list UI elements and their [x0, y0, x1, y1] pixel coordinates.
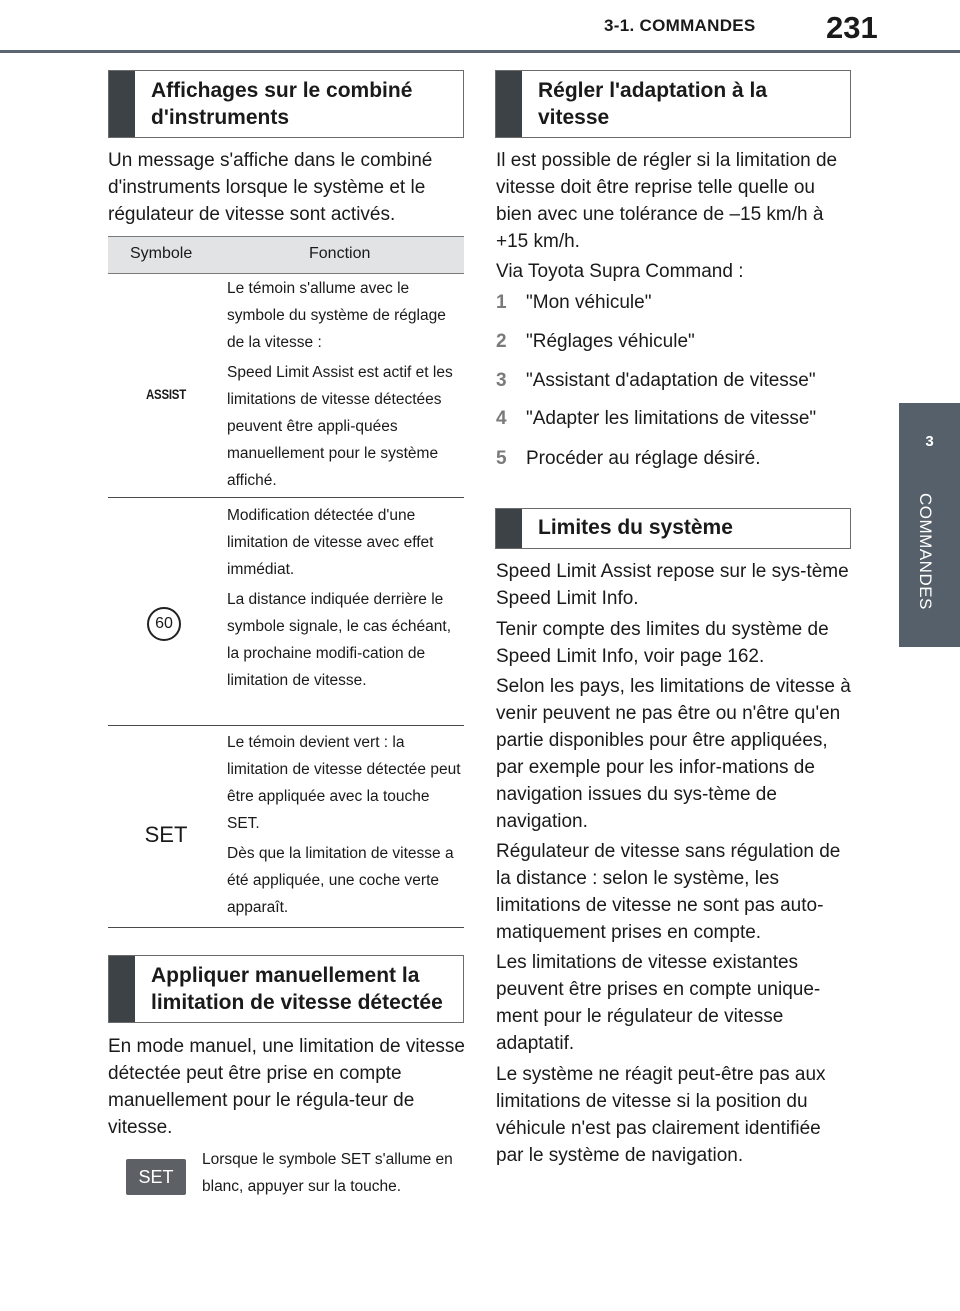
set-key-icon: SET — [126, 1159, 186, 1195]
section-heading-bar — [496, 71, 522, 137]
step-text: "Mon véhicule" — [526, 292, 652, 313]
step-text: "Assistant d'adaptation de vitesse" — [526, 370, 816, 391]
limits-paragraph: Les limitations de vitesse existantes peuvent être prises en compte unique-ment pour le régulateur de vitesse adaptatif. — [496, 952, 821, 1054]
side-tab-label: COMMANDES — [916, 493, 935, 610]
table-row-divider — [108, 497, 464, 498]
section-heading-affichages — [108, 70, 464, 138]
section-heading-bar — [109, 71, 135, 137]
limits-paragraph: Régulateur de vitesse sans régulation de la distance : selon le système, les limitations de vitesse ne sont pas auto-matiquement prises en compte. — [496, 841, 841, 943]
side-tab-number: 3 — [925, 433, 934, 450]
step-item — [496, 328, 695, 355]
section-heading-bar — [496, 509, 522, 548]
section-heading-text: Limites du système — [538, 516, 733, 539]
table-cell-text: Le témoin devient vert : la limitation de vitesse détectée peut être appliquée avec la touche SET. — [227, 734, 461, 832]
adaptation-paragraph: Il est possible de régler si la limitation de vitesse doit être reprise telle quelle ou bien avec une tolérance de –15 km/h à +15 km/h. — [496, 150, 838, 252]
step-text: Procéder au réglage désiré. — [526, 448, 761, 469]
step-number: 1 — [496, 292, 507, 313]
section-heading-text: Appliquer manuellement la limitation de vitesse détectée — [151, 964, 443, 1014]
via-command-text: Via Toyota Supra Command : — [496, 261, 744, 282]
table-row-divider — [108, 725, 464, 726]
table-header-function: Fonction — [309, 245, 371, 262]
header-rule — [0, 50, 960, 53]
step-text: "Réglages véhicule" — [526, 331, 695, 352]
table-header — [108, 236, 464, 274]
set-key-instruction: Lorsque le symbole SET s'allume en blanc, appuyer sur la touche. — [202, 1151, 453, 1195]
limits-paragraph: Tenir compte des limites du système de Speed Limit Info, voir page 162. — [496, 619, 829, 667]
table-cell-text: Speed Limit Assist est actif et les limitations de vitesse détectées peuvent être appli-quées manuellement pour le système affiché. — [227, 364, 453, 489]
limits-paragraph: Le système ne réagit peut-être pas aux limitations de vitesse si la position du véhicule n'est pas clairement identifiée par le système de navigation. — [496, 1064, 826, 1166]
table-header-symbol: Symbole — [130, 245, 193, 262]
assist-symbol: ASSIST — [145, 386, 186, 402]
step-number: 5 — [496, 448, 507, 469]
intro-paragraph: Un message s'affiche dans le combiné d'instruments lorsque le système et le régulateur de vitesse sont activés. — [108, 150, 433, 225]
limits-paragraph: Speed Limit Assist repose sur le sys-tème Speed Limit Info. — [496, 561, 849, 609]
section-heading-bar — [109, 956, 135, 1022]
table-bottom-rule — [108, 927, 464, 928]
section-heading-text: Régler l'adaptation à la vitesse — [538, 79, 768, 129]
section-heading-limites — [495, 508, 851, 549]
chapter-side-tab — [899, 403, 960, 647]
section-heading-appliquer — [108, 955, 464, 1023]
step-item — [496, 367, 816, 394]
manual-mode-paragraph: En mode manuel, une limitation de vitesse détectée peut être prise en compte manuellement pour le régula-teur de vitesse. — [108, 1036, 465, 1138]
step-number: 4 — [496, 408, 507, 429]
table-cell-text: Modification détectée d'une limitation de vitesse avec effet immédiat. — [227, 507, 434, 578]
section-heading-text: Affichages sur le combiné d'instruments — [151, 79, 413, 129]
table-cell-text: Le témoin s'allume avec le symbole du système de réglage de la vitesse : — [227, 280, 446, 351]
set-symbol: SET — [144, 822, 188, 847]
speed-limit-60-icon: 60 — [147, 607, 181, 641]
table-cell-text: La distance indiquée derrière le symbole signale, le cas échéant, la prochaine modifi-cation de limitation de vitesse. — [227, 591, 452, 689]
table-cell-text: Dès que la limitation de vitesse a été appliquée, une coche verte apparaît. — [227, 845, 454, 916]
limits-paragraph: Selon les pays, les limitations de vitesse à venir peuvent ne pas être ou n'être qu'en partie disponibles pour être appliquées, par exemple pour les infor-mations de navigation issues du sys-tème de navigation. — [496, 676, 851, 832]
step-number: 2 — [496, 331, 507, 352]
chapter-title: 3-1. COMMANDES — [604, 16, 756, 35]
step-item — [496, 445, 760, 472]
section-heading-regler — [495, 70, 851, 138]
step-number: 3 — [496, 370, 507, 391]
step-text: "Adapter les limitations de vitesse" — [526, 408, 817, 429]
step-item — [496, 405, 816, 432]
step-item — [496, 289, 651, 316]
page-number: 231 — [826, 10, 878, 45]
